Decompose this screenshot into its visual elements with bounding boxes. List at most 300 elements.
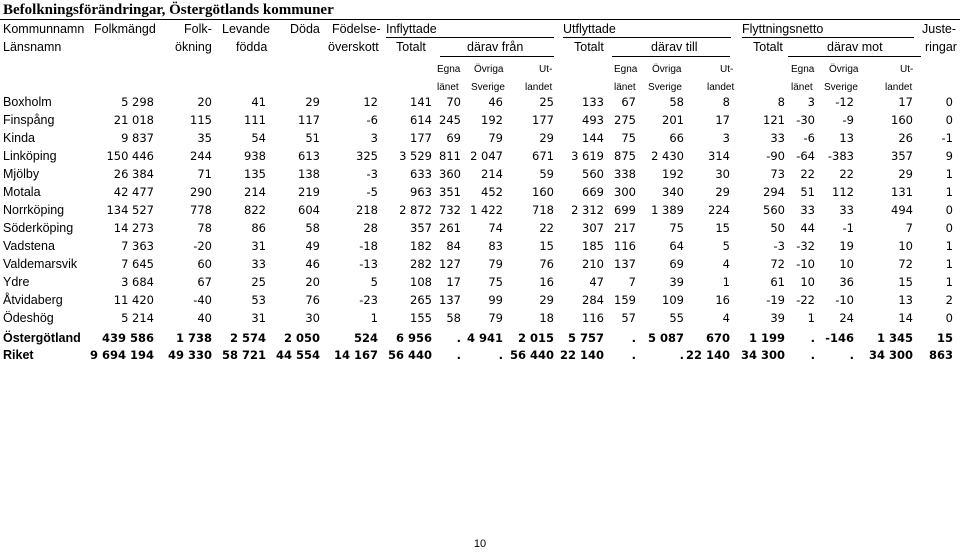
rule-netto: [742, 37, 914, 38]
table-cell: 192: [481, 113, 503, 127]
table-cell: 15: [539, 239, 554, 253]
table-cell: 0: [945, 203, 953, 217]
row-label: Vadstena: [3, 239, 55, 253]
table-cell: 22 140: [685, 348, 730, 362]
table-cell: 51: [305, 131, 320, 145]
table-cell: 15: [936, 331, 953, 345]
table-cell: 1 345: [876, 331, 913, 345]
table-cell: 0: [945, 95, 953, 109]
table-cell: 155: [410, 311, 432, 325]
sub-ovriga-ut: Övriga: [652, 64, 682, 75]
table-cell: 10: [839, 257, 854, 271]
table-cell: 214: [244, 185, 266, 199]
table-cell: 282: [410, 257, 432, 271]
table-cell: 1: [945, 239, 953, 253]
table-cell: 9 837: [121, 131, 154, 145]
table-cell: 53: [251, 293, 266, 307]
table-cell: -3: [366, 167, 378, 181]
sub-egna-in: Egna: [437, 64, 461, 75]
table-cell: 4 941: [466, 331, 503, 345]
hdr-levande: Levande: [222, 22, 270, 36]
table-cell: 778: [190, 203, 212, 217]
sub-lanet-ut: länet: [614, 82, 636, 93]
table-cell: 50: [770, 221, 785, 235]
table-cell: 30: [715, 167, 730, 181]
table-cell: 294: [763, 185, 785, 199]
table-cell: 46: [305, 257, 320, 271]
table-cell: 261: [439, 221, 461, 235]
row-label: Valdemarsvik: [3, 257, 78, 271]
table-cell: 822: [244, 203, 266, 217]
table-cell: -6: [803, 131, 815, 145]
table-cell: 633: [410, 167, 432, 181]
table-cell: 11 420: [113, 293, 154, 307]
table-cell: 25: [539, 95, 554, 109]
table-cell: 177: [532, 113, 554, 127]
table-cell: 67: [621, 95, 636, 109]
row-label: Östergötland: [3, 331, 81, 345]
table-cell: 64: [669, 239, 684, 253]
table-cell: .: [631, 348, 636, 362]
table-cell: 3 529: [399, 149, 432, 163]
table-cell: 284: [582, 293, 604, 307]
table-cell: 67: [197, 275, 212, 289]
hdr-lansnamn: Länsnamn: [3, 40, 62, 54]
table-cell: 15: [898, 275, 913, 289]
table-cell: 135: [244, 167, 266, 181]
table-cell: 875: [614, 149, 636, 163]
table-cell: -5: [366, 185, 378, 199]
table-cell: 351: [439, 185, 461, 199]
table-cell: 12: [363, 95, 378, 109]
table-cell: 2 312: [571, 203, 604, 217]
table-cell: -23: [359, 293, 378, 307]
table-cell: 2 047: [470, 149, 503, 163]
table-cell: 76: [539, 257, 554, 271]
table-cell: 34 300: [740, 348, 785, 362]
sub-lanet-netto: länet: [791, 82, 813, 93]
row-label: Norrköping: [3, 203, 65, 217]
table-cell: 177: [410, 131, 432, 145]
table-cell: 8: [722, 95, 730, 109]
table-cell: 141: [410, 95, 432, 109]
table-cell: 2 015: [517, 331, 554, 345]
table-cell: 5: [370, 275, 378, 289]
hdr-darav-mot: därav mot: [827, 40, 883, 54]
table-cell: 99: [488, 293, 503, 307]
table-cell: 8: [777, 95, 785, 109]
table-cell: 214: [481, 167, 503, 181]
hdr-folkmangd: Folkmängd: [94, 22, 156, 36]
table-cell: 115: [190, 113, 212, 127]
sub-egna-ut: Egna: [614, 64, 638, 75]
table-cell: 29: [539, 131, 554, 145]
header-rule: [0, 19, 960, 20]
table-cell: 182: [410, 239, 432, 253]
table-cell: 244: [190, 149, 212, 163]
table-cell: 307: [582, 221, 604, 235]
table-cell: 14 167: [333, 348, 378, 362]
table-cell: 71: [197, 167, 212, 181]
table-cell: 79: [488, 131, 503, 145]
table-cell: 69: [669, 257, 684, 271]
sub-ovriga-netto: Övriga: [829, 64, 859, 75]
table-cell: .: [679, 348, 684, 362]
table-cell: 1: [945, 185, 953, 199]
hdr-darav-fran: därav från: [467, 40, 524, 54]
table-cell: 144: [582, 131, 604, 145]
table-cell: 16: [715, 293, 730, 307]
table-cell: 5 214: [121, 311, 154, 325]
table-cell: 28: [363, 221, 378, 235]
table-cell: -90: [766, 149, 785, 163]
table-cell: 150 446: [106, 149, 154, 163]
table-cell: 1 199: [748, 331, 785, 345]
table-cell: -10: [835, 293, 854, 307]
row-label: Ödeshög: [3, 311, 54, 325]
table-cell: -10: [796, 257, 815, 271]
row-label: Linköping: [3, 149, 57, 163]
table-cell: 963: [410, 185, 432, 199]
table-cell: 72: [770, 257, 785, 271]
table-cell: 31: [251, 311, 266, 325]
table-cell: 56 440: [509, 348, 554, 362]
hdr-juste: Juste-: [922, 22, 957, 36]
hdr-folk: Folk-: [184, 22, 212, 36]
sub-sverige-ut: Sverige: [648, 82, 682, 93]
table-cell: 1: [945, 257, 953, 271]
sub-ut-netto: Ut-: [900, 64, 914, 75]
table-cell: .: [849, 348, 854, 362]
table-cell: 560: [582, 167, 604, 181]
table-cell: 79: [488, 257, 503, 271]
table-cell: 494: [891, 203, 913, 217]
table-cell: 75: [488, 275, 503, 289]
table-cell: 2: [945, 293, 953, 307]
table-cell: 192: [662, 167, 684, 181]
table-cell: 74: [488, 221, 503, 235]
table-cell: 2 872: [399, 203, 432, 217]
table-cell: 83: [488, 239, 503, 253]
table-cell: 21 018: [113, 113, 154, 127]
row-label: Boxholm: [3, 95, 52, 109]
table-cell: 60: [197, 257, 212, 271]
table-cell: 84: [446, 239, 461, 253]
table-cell: 39: [770, 311, 785, 325]
table-cell: 134 527: [106, 203, 154, 217]
table-cell: 41: [251, 95, 266, 109]
rule-netto-darav: [788, 56, 921, 57]
table-cell: 116: [582, 311, 604, 325]
table-cell: 10: [898, 239, 913, 253]
table-cell: 160: [891, 113, 913, 127]
rule-ut-darav: [612, 56, 730, 57]
table-cell: 5 757: [567, 331, 604, 345]
table-cell: 55: [669, 311, 684, 325]
table-cell: 36: [839, 275, 854, 289]
sub-ut-in: Ut-: [539, 64, 553, 75]
table-cell: 35: [197, 131, 212, 145]
table-cell: 614: [410, 113, 432, 127]
table-cell: 29: [898, 167, 913, 181]
table-cell: 159: [614, 293, 636, 307]
table-cell: 219: [298, 185, 320, 199]
table-cell: 1 738: [175, 331, 212, 345]
sub-landet-in: landet: [525, 82, 553, 93]
row-label: Söderköping: [3, 221, 74, 235]
table-cell: 275: [614, 113, 636, 127]
table-cell: 604: [298, 203, 320, 217]
table-cell: 17: [715, 113, 730, 127]
table-cell: 3: [722, 131, 730, 145]
rule-utflyttade: [563, 37, 731, 38]
table-cell: 1: [945, 167, 953, 181]
sub-landet-ut: landet: [707, 82, 735, 93]
table-cell: 340: [662, 185, 684, 199]
hdr-fodelse: Födelse-: [332, 22, 381, 36]
table-cell: 29: [715, 185, 730, 199]
table-cell: 4: [722, 257, 730, 271]
page-title: Befolkningsförändringar, Östergötlands kommuner: [3, 2, 334, 18]
table-cell: 0: [945, 113, 953, 127]
table-cell: -40: [193, 293, 212, 307]
table-cell: 69: [446, 131, 461, 145]
table-cell: 7: [628, 275, 636, 289]
hdr-in-totalt: Totalt: [396, 40, 426, 54]
table-cell: -20: [193, 239, 212, 253]
table-cell: -6: [366, 113, 378, 127]
hdr-utflyttade: Utflyttade: [563, 22, 616, 36]
table-cell: 265: [410, 293, 432, 307]
table-cell: 0: [945, 221, 953, 235]
table-cell: 22: [539, 221, 554, 235]
table-cell: 560: [763, 203, 785, 217]
table-cell: 670: [705, 331, 730, 345]
table-cell: 66: [669, 131, 684, 145]
table-cell: 133: [582, 95, 604, 109]
table-cell: 613: [298, 149, 320, 163]
table-cell: 34 300: [868, 348, 913, 362]
table-cell: 76: [305, 293, 320, 307]
table-cell: .: [631, 331, 636, 345]
hdr-overskott: överskott: [328, 40, 379, 54]
table-cell: 33: [839, 203, 854, 217]
table-cell: 46: [488, 95, 503, 109]
table-cell: 2 430: [651, 149, 684, 163]
row-label: Motala: [3, 185, 41, 199]
table-cell: 524: [353, 331, 378, 345]
table-cell: 29: [305, 95, 320, 109]
table-cell: -1: [842, 221, 854, 235]
table-cell: 300: [614, 185, 636, 199]
row-label: Ydre: [3, 275, 30, 289]
table-cell: 732: [439, 203, 461, 217]
table-cell: 121: [763, 113, 785, 127]
table-cell: 7: [905, 221, 913, 235]
table-cell: 131: [891, 185, 913, 199]
table-cell: 44 554: [275, 348, 320, 362]
hdr-okning: ökning: [175, 40, 212, 54]
table-cell: 338: [614, 167, 636, 181]
table-cell: 44: [800, 221, 815, 235]
hdr-netto-totalt: Totalt: [753, 40, 783, 54]
sub-ut-ut: Ut-: [720, 64, 734, 75]
table-cell: 1: [945, 275, 953, 289]
table-cell: 22: [839, 167, 854, 181]
table-cell: 20: [197, 95, 212, 109]
table-cell: 360: [439, 167, 461, 181]
table-cell: 58 721: [221, 348, 266, 362]
table-cell: 24: [839, 311, 854, 325]
table-cell: 699: [614, 203, 636, 217]
table-cell: 33: [800, 203, 815, 217]
table-cell: -383: [827, 149, 854, 163]
table-cell: 33: [770, 131, 785, 145]
table-cell: 127: [439, 257, 461, 271]
table-cell: 18: [539, 311, 554, 325]
rule-inflyttade: [386, 37, 554, 38]
table-cell: 1 422: [470, 203, 503, 217]
table-cell: 671: [532, 149, 554, 163]
table-cell: 1: [370, 311, 378, 325]
table-cell: 6 956: [395, 331, 432, 345]
hdr-inflyttade: Inflyttade: [386, 22, 437, 36]
table-cell: 245: [439, 113, 461, 127]
table-cell: 7 645: [121, 257, 154, 271]
table-cell: 25: [251, 275, 266, 289]
table-cell: 0: [945, 311, 953, 325]
table-cell: -18: [359, 239, 378, 253]
table-cell: 17: [898, 95, 913, 109]
table-cell: 3 619: [571, 149, 604, 163]
hdr-ringar: ringar: [925, 40, 957, 54]
table-cell: .: [810, 331, 815, 345]
page-number: 10: [473, 538, 487, 550]
table-cell: 112: [832, 185, 854, 199]
table-cell: -30: [796, 113, 815, 127]
table-cell: 39: [669, 275, 684, 289]
table-cell: 58: [446, 311, 461, 325]
table-cell: 1 389: [651, 203, 684, 217]
table-cell: -32: [796, 239, 815, 253]
table-cell: 10: [800, 275, 815, 289]
table-cell: 863: [928, 348, 953, 362]
table-cell: 61: [770, 275, 785, 289]
table-cell: 57: [621, 311, 636, 325]
table-cell: 9 694 194: [89, 348, 154, 362]
table-cell: .: [810, 348, 815, 362]
table-cell: 224: [708, 203, 730, 217]
table-cell: 160: [532, 185, 554, 199]
table-cell: 5: [722, 239, 730, 253]
table-cell: 1: [722, 275, 730, 289]
table-cell: 49 330: [167, 348, 212, 362]
table-cell: 218: [356, 203, 378, 217]
hdr-darav-till: därav till: [651, 40, 698, 54]
table-cell: 138: [298, 167, 320, 181]
table-cell: 7 363: [121, 239, 154, 253]
table-cell: 22: [800, 167, 815, 181]
table-cell: 314: [708, 149, 730, 163]
row-label: Riket: [3, 348, 34, 362]
table-cell: 210: [582, 257, 604, 271]
table-cell: .: [456, 331, 461, 345]
rule-in-darav: [440, 56, 554, 57]
table-cell: 17: [446, 275, 461, 289]
table-cell: 79: [488, 311, 503, 325]
hdr-doda: Döda: [290, 22, 320, 36]
table-cell: 58: [305, 221, 320, 235]
hdr-flyttningsnetto: Flyttningsnetto: [742, 22, 824, 36]
table-cell: 109: [662, 293, 684, 307]
sub-ovriga-in: Övriga: [474, 64, 504, 75]
table-cell: 16: [539, 275, 554, 289]
table-cell: 111: [244, 113, 266, 127]
table-cell: 938: [244, 149, 266, 163]
table-cell: 2 050: [283, 331, 320, 345]
table-cell: 56 440: [387, 348, 432, 362]
table-cell: .: [498, 348, 503, 362]
table-cell: 40: [197, 311, 212, 325]
table-cell: 325: [356, 149, 378, 163]
table-cell: 47: [589, 275, 604, 289]
row-label: Kinda: [3, 131, 35, 145]
table-cell: 718: [532, 203, 554, 217]
table-cell: 9: [945, 149, 953, 163]
hdr-fodda: födda: [236, 40, 268, 54]
table-cell: 493: [582, 113, 604, 127]
table-cell: 290: [190, 185, 212, 199]
table-cell: 201: [662, 113, 684, 127]
table-cell: -13: [359, 257, 378, 271]
table-cell: 26 384: [113, 167, 154, 181]
sub-sverige-in: Sverige: [471, 82, 505, 93]
table-cell: -3: [773, 239, 785, 253]
table-cell: 42 477: [113, 185, 154, 199]
table-cell: 185: [582, 239, 604, 253]
table-cell: 217: [614, 221, 636, 235]
table-cell: 2 574: [229, 331, 266, 345]
table-cell: 5 298: [121, 95, 154, 109]
table-cell: -64: [796, 149, 815, 163]
table-cell: 51: [800, 185, 815, 199]
table-cell: -9: [842, 113, 854, 127]
table-cell: 59: [539, 167, 554, 181]
table-cell: 811: [439, 149, 461, 163]
table-cell: -12: [835, 95, 854, 109]
table-cell: 14 273: [113, 221, 154, 235]
sub-lanet-in: länet: [437, 82, 459, 93]
table-cell: 4: [722, 311, 730, 325]
table-cell: 15: [715, 221, 730, 235]
table-cell: 439 586: [101, 331, 154, 345]
row-label: Mjölby: [3, 167, 40, 181]
table-cell: 1: [807, 311, 815, 325]
table-cell: 31: [251, 239, 266, 253]
table-cell: 13: [839, 131, 854, 145]
table-cell: 452: [481, 185, 503, 199]
hdr-ut-totalt: Totalt: [574, 40, 604, 54]
row-label: Finspång: [3, 113, 55, 127]
table-cell: 357: [410, 221, 432, 235]
table-cell: 33: [251, 257, 266, 271]
table-cell: 26: [898, 131, 913, 145]
table-cell: 137: [614, 257, 636, 271]
table-cell: 30: [305, 311, 320, 325]
table-cell: 14: [898, 311, 913, 325]
table-cell: 117: [298, 113, 320, 127]
sub-sverige-netto: Sverige: [824, 82, 858, 93]
